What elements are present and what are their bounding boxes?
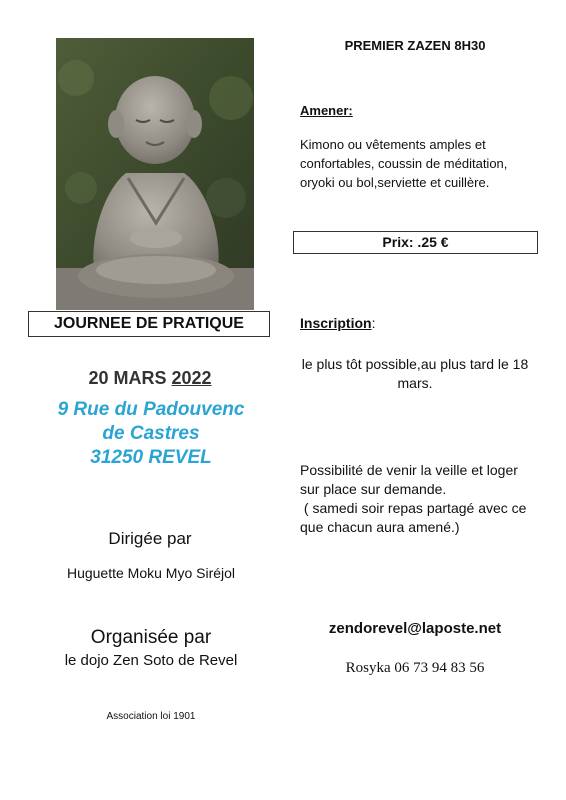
address-line-city: 31250 REVEL	[90, 447, 212, 468]
director-name: Huguette Moku Myo Siréjol	[66, 565, 236, 581]
directed-by-label: Dirigée par	[108, 529, 192, 548]
event-date-year: 2022	[171, 368, 212, 388]
inscription-colon: :	[371, 315, 376, 331]
event-date-main: 20 MARS	[88, 368, 167, 388]
buddha-statue-image	[56, 38, 254, 310]
address-line-street: 9 Rue du Padouvenc	[57, 399, 245, 420]
first-zazen-time: PREMIER ZAZEN 8H30	[344, 38, 486, 53]
event-date	[40, 368, 260, 389]
contact-phone: Rosyka 06 73 94 83 56	[345, 660, 485, 676]
accommodation-note	[300, 461, 540, 537]
event-address	[20, 398, 282, 470]
accommodation-text: Possibilité de venir la veille et loger sur place sur demande.	[300, 462, 518, 497]
inscription-label: Inscription	[300, 315, 372, 331]
bring-items-text: Kimono ou vêtements amples et confortables, coussin de méditation, oryoki ou bol,serviette et cuillère.	[300, 137, 508, 190]
organizer-name: le dojo Zen Soto de Revel	[64, 652, 238, 669]
event-title: JOURNEE DE PRATIQUE	[28, 311, 270, 337]
association-note: Association loi 1901	[106, 711, 196, 722]
shared-meal-note: ( samedi soir repas partagé avec ce que chacun aura amené.)	[300, 500, 531, 535]
inscription-deadline-text: le plus tôt possible,au plus tard le 18 mars.	[301, 356, 529, 391]
organized-by-label: Organisée par	[90, 627, 212, 648]
bring-label: Amener:	[300, 103, 353, 118]
price-box: Prix: .25 €	[293, 231, 538, 254]
inscription-heading	[300, 315, 375, 331]
contact-email[interactable]: zendorevel@laposte.net	[328, 620, 502, 637]
address-line-town-area: de Castres	[102, 423, 200, 444]
